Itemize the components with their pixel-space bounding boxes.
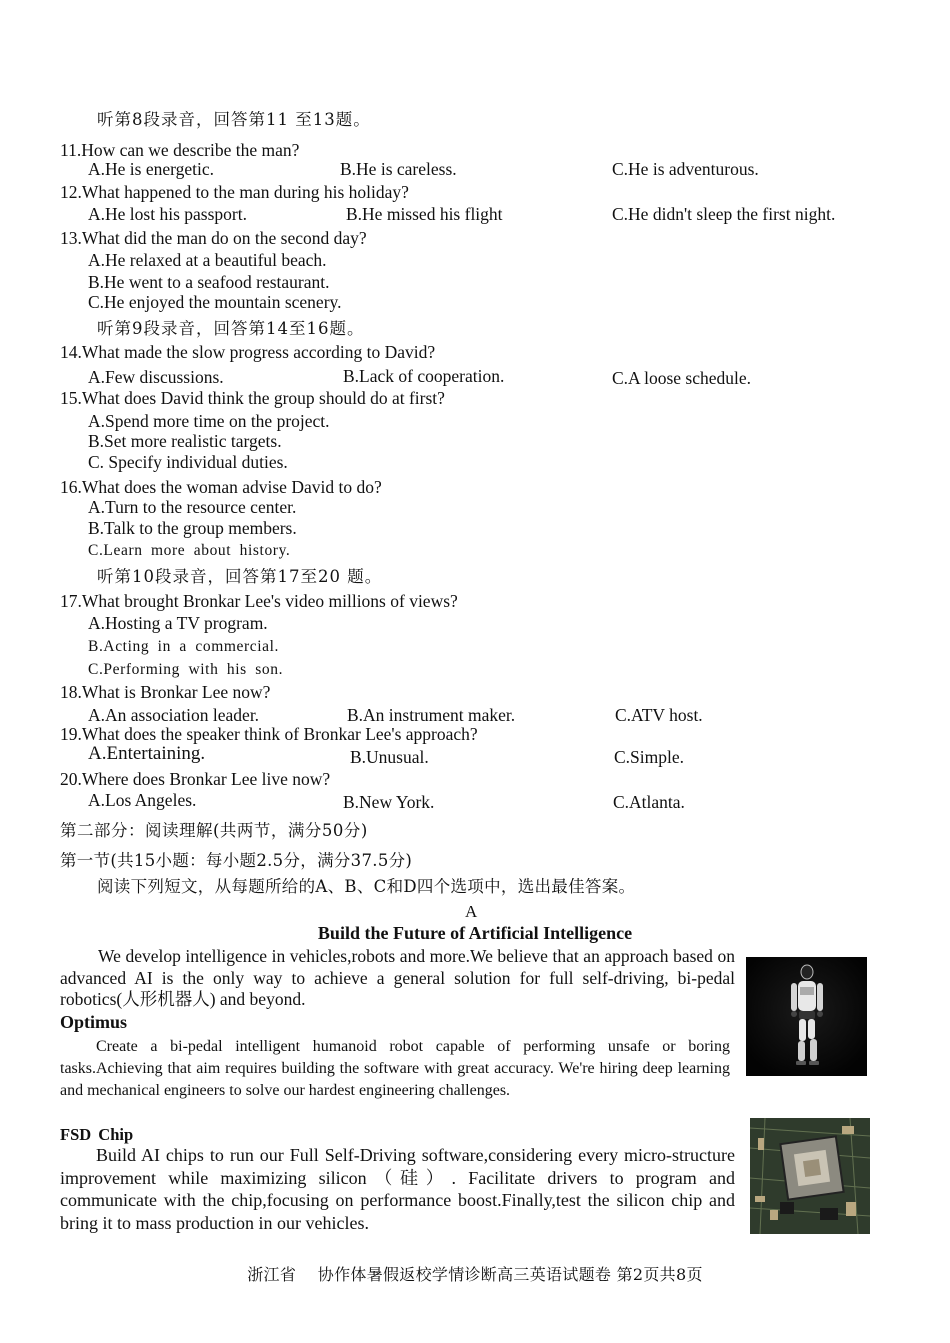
fsd-chip-paragraph: Build AI chips to run our Full Self-Driving software,considering every micro-structure improvement while maximizing silicon（硅）. Facilitate drivers to program and communicate with the chip,focusing on performance boost.Finally,test the silicon chip and bring it to mass production in our vehicles.	[60, 1145, 735, 1233]
q16-option-b: B.Talk to the group members.	[88, 518, 297, 538]
question-13: 13.What did the man do on the second day?	[60, 228, 367, 248]
optimus-heading: Optimus	[60, 1012, 128, 1032]
q12-option-b: B.He missed his flight	[346, 204, 503, 224]
humanoid-robot-icon	[746, 957, 867, 1076]
q20-option-a: A.Los Angeles.	[88, 790, 197, 810]
q13-option-c: C.He enjoyed the mountain scenery.	[88, 292, 342, 312]
q15-option-c: C. Specify individual duties.	[88, 452, 288, 472]
q17-option-c: C.Performing with his son.	[88, 661, 284, 678]
passage-title: Build the Future of Artificial Intelligence	[317, 923, 633, 943]
robot-image	[746, 957, 867, 1076]
section-9-instruction: 听第9段录音，回答第14至16题。	[97, 319, 365, 338]
q18-option-b: B.An instrument maker.	[347, 705, 516, 725]
q14-option-b: B.Lack of cooperation.	[343, 366, 505, 386]
question-15: 15.What does David think the group should do at first?	[60, 388, 445, 408]
optimus-paragraph: Create a bi-pedal intelligent humanoid robot capable of performing unsafe or boring tasks.Achieving that aim requires building the software with great accuracy. We're hiring deep learning and mechanical engineers to solve our hardest engineering challenges.	[60, 1038, 730, 1099]
circuit-board-chip-icon	[750, 1118, 870, 1234]
section-10-instruction: 听第10段录音，回答第17至20 题。	[97, 567, 383, 586]
q16-option-c: C.Learn more about history.	[88, 542, 291, 559]
q18-option-a: A.An association leader.	[88, 705, 260, 725]
question-12: 12.What happened to the man during his holiday?	[60, 182, 409, 202]
q11-option-c: C.He is adventurous.	[612, 159, 759, 179]
question-16: 16.What does the woman advise David to do?	[60, 477, 382, 497]
section-8-instruction: 听第8段录音，回答第11 至13题。	[97, 110, 371, 129]
part-2-instruction: 阅读下列短文，从每题所给的A、B、C和D四个选项中，选出最佳答案。	[97, 877, 636, 896]
q15-option-a: A.Spend more time on the project.	[88, 411, 330, 431]
question-18: 18.What is Bronkar Lee now?	[60, 682, 271, 702]
passage-letter: A	[465, 902, 478, 921]
passage-intro: We develop intelligence in vehicles,robots and more.We believe that an approach based on advanced AI is the only way to achieve a general solution for full self-driving, bi-pedal robotics(人形机器人) and beyond.	[60, 946, 735, 1009]
q19-option-c: C.Simple.	[614, 747, 685, 767]
q11-option-a: A.He is energetic.	[88, 159, 215, 179]
q11-option-b: B.He is careless.	[340, 159, 457, 179]
q16-option-a: A.Turn to the resource center.	[88, 497, 297, 517]
part-2-section-1: 第一节(共15小题：每小题2.5分，满分37.5分)	[60, 851, 413, 870]
q12-option-a: A.He lost his passport.	[88, 204, 247, 224]
q20-option-b: B.New York.	[343, 792, 435, 812]
q14-option-a: A.Few discussions.	[88, 367, 224, 387]
q15-option-b: B.Set more realistic targets.	[88, 431, 282, 451]
q17-option-a: A.Hosting a TV program.	[88, 613, 268, 633]
q17-option-b: B.Acting in a commercial.	[88, 638, 279, 655]
page-footer: 浙江省 协作体暑假返校学情诊断高三英语试题卷 第2页共8页	[247, 1265, 703, 1284]
question-14: 14.What made the slow progress according to David?	[60, 342, 436, 362]
question-19: 19.What does the speaker think of Bronkar Lee's approach?	[60, 724, 478, 744]
chip-image	[750, 1118, 870, 1234]
fsd-chip-heading: FSD Chip	[60, 1125, 134, 1144]
q13-option-a: A.He relaxed at a beautiful beach.	[88, 250, 327, 270]
q19-option-b: B.Unusual.	[350, 747, 429, 767]
q20-option-c: C.Atlanta.	[613, 792, 685, 812]
part-2-heading: 第二部分：阅读理解(共两节，满分50分)	[60, 821, 368, 840]
q13-option-b: B.He went to a seafood restaurant.	[88, 272, 330, 292]
question-17: 17.What brought Bronkar Lee's video millions of views?	[60, 591, 458, 611]
question-11: 11.How can we describe the man?	[60, 140, 300, 160]
question-20: 20.Where does Bronkar Lee live now?	[60, 769, 331, 789]
q19-option-a: A.Entertaining.	[88, 743, 206, 764]
q12-option-c: C.He didn't sleep the first night.	[612, 204, 836, 224]
q14-option-c: C.A loose schedule.	[612, 368, 752, 388]
q18-option-c: C.ATV host.	[615, 705, 703, 725]
